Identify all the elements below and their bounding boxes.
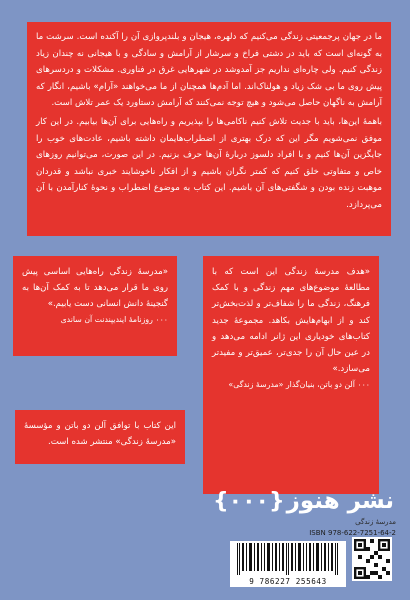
publisher-name: نشر هنوز bbox=[286, 488, 394, 514]
barcode bbox=[230, 541, 346, 587]
publisher-logo-dots: ۰۰۰ bbox=[228, 488, 269, 514]
description-paragraph-1: ما در جهان پرجمعیتی زندگی می‌کنیم که دلهره، هیجان و بلندپروازی آن را آکنده است. سرشت ما به گونه‌ای است که باید در دشتی فراخ و سرشار از آرامش و سادگی و با هیجانی نه چندان زیاد زندگی کنیم. ولی چاره‌ای نداریم جز آمدوشد در شهرهایی غرق در فناوری. مشکلات و دردسرهای پیش روی ما بی شک زیاد و هولناک‌اند. اما آدم‌ها همچنان از ما می‌خواهند «آرام» باشیم، انگار که آرامش به ناگهان حاصل می‌شود و هیچ توجه نمی‌کنند که آرامش دستاورد یک عمر تلاش است. bbox=[36, 32, 382, 109]
license-note-box bbox=[15, 410, 185, 464]
isbn-number: ISBN 978-622-7251-64-2 bbox=[309, 529, 396, 537]
description-paragraph-2: باهمهٔ این‌ها، باید با جدیت تلاش کنیم ناکامی‌ها را بپذیریم و راه‌هایی برای آن‌ها بیابیم. در این کار موفق نمی‌شویم مگر این که درک بهتری از اضطراب‌هایمان داشته باشیم، عادت‌های خوب را جایگزین آن‌ها کنیم و با افراد دلسوز دربارهٔ آن‌ها حرف بزنیم. در این صورت، می‌توانیم روزهای خاص و متفاوتی خلق کنیم که کمتر نگران باشیم و از افکار ناخوشایند خبری نباشد و قدردان موهبت زنده بودن و شگفتی‌های آن باشیم. این کتاب به موضوع اضطراب و نحوهٔ کنارآمدن با آن می‌پردازد. bbox=[36, 116, 382, 210]
series-label: مدرسهٔ زندگی bbox=[355, 518, 396, 526]
quote-box-right bbox=[203, 256, 379, 494]
license-note-text: این کتاب با توافق آلن دو باتن و مؤسسهٔ «مدرسهٔ زندگی» منتشر شده است. bbox=[24, 421, 176, 447]
publisher-logo-braces: {۰۰۰} bbox=[213, 488, 285, 514]
quote-right-text: «هدف مدرسهٔ زندگی این است که با مطالعهٔ موضوع‌های مهم زندگی و با کمک فرهنگ، زندگی ما را شفاف‌تر و لذت‌بخش‌تر کند و از ابهام‌هایش بکاهد. مجموعهٔ جدید کتاب‌های خودیاری این ژانر ادامه می‌دهد و در عین حال آن را جدی‌تر، عمیق‌تر و مفیدتر می‌سازد.» bbox=[212, 267, 370, 375]
qr-code bbox=[352, 537, 392, 581]
quote-left-text: «مدرسهٔ زندگی راه‌هایی اساسی پیش روی ما قرار می‌دهد تا به کمک آن‌ها به گنجینهٔ دانش انسانی دست یابیم.» bbox=[22, 267, 168, 309]
qr-code-pattern bbox=[354, 539, 390, 579]
description-box bbox=[27, 22, 391, 236]
quote-right-source: ۰۰۰ آلن دو باتن، بنیان‌گذار «مدرسهٔ زندگی» bbox=[228, 380, 370, 390]
publisher-logo bbox=[213, 488, 394, 514]
barcode-digits: 9 786227 255643 bbox=[249, 577, 327, 586]
quote-left-source: ۰۰۰ روزنامهٔ ایندیپندنت آن ساندی bbox=[60, 315, 168, 324]
quote-box-left bbox=[13, 256, 177, 356]
barcode-bars bbox=[233, 543, 343, 575]
